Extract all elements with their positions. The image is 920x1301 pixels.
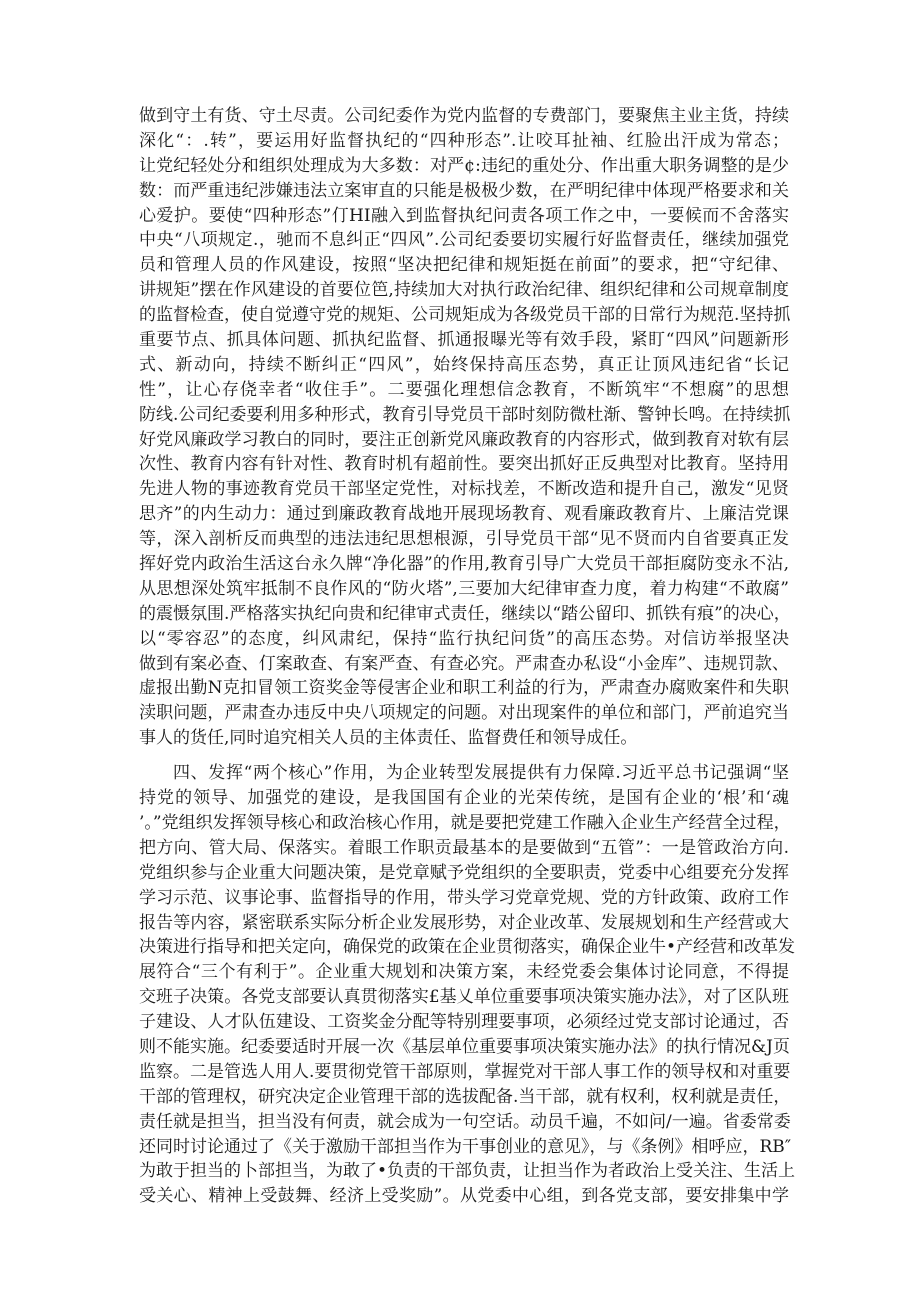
text-line: 为敢于担当的卜部担当，为敢了•负责的干部负责，让担当作为者政治上受关注、生活上 xyxy=(139,1161,796,1182)
text-line: 展符合“三个有利于”。企业重大规划和决策方案，未经党委会集体讨论同意，不得提 xyxy=(139,962,789,983)
text-line: 事人的货任,同时追究相关人员的主体责任、监督费任和领导成任。 xyxy=(139,728,638,749)
text-line: 性”，让心存侥幸者“收住手”。二要强化理想信念教育，不断筑牢“不想腐”的思想 xyxy=(139,379,789,400)
text-line: 做到守土有货、守土尽责。公司纪委作为党内监督的专费部门，要聚焦主业主货，持续 xyxy=(139,106,789,126)
text-line: 员和管理人员的作风建设，按照“坚决把纪律和规矩挺在前面”的要求，把“守纪律、 xyxy=(139,255,789,276)
text-line: 讲规矩”摆在作风建设的首要位笆,持续加大对执行政治纪律、组织纪律和公司规章制度 xyxy=(139,280,789,301)
paragraph-discipline xyxy=(139,104,789,751)
text-line: 四、发挥“两个核心”作用，为企业转型发展提供有力保障.习近平总书记强调“坚 xyxy=(173,763,789,784)
text-line: 干部的管理权，研究决定企业管理干部的选拔配备.当干部，就有权利，权利就是责任， xyxy=(139,1086,791,1107)
text-line: 深化“：.转”，要运用好监督执纪的“四种形态”.让咬耳扯袖、红脸出汗成为常态； xyxy=(139,130,789,151)
text-line: 好党风廉政学习教白的同时，要注正创新党风廉政教育的内容形式，做到教育对软有层 xyxy=(139,429,789,450)
paragraph-spacer xyxy=(139,751,789,761)
text-line: 监察。二是管选人用人.要贯彻党管干部原则，掌握党对干部人事工作的领导权和对重要 xyxy=(139,1061,791,1082)
text-line: 子建设、人才队伍建设、工资奖金分配等特别理要事项，必须经过党支部讨论通过，否 xyxy=(139,1012,789,1033)
text-line: 交班子决策。各党支部要认真贯彻落实£基乂单位重要事项决策实施办法》，对了区队班 xyxy=(139,987,789,1008)
text-line: 受关心、精神上受鼓舞、经济上受奖励”。从党委中心组，到各党支部，要安排集中学 xyxy=(139,1186,789,1207)
text-line: 让党纪轻处分和组织处理成为大多数：对严¢:违纪的重处分、作出重大职务调整的是少 xyxy=(139,155,789,176)
paragraph-two-cores xyxy=(139,761,796,1209)
text-line: 把方向、管大局、保落实。着眼工作职贡最基本的是要做到“五管”：一是管政治方向. xyxy=(139,837,789,858)
text-line: 则不能实施。纪委要适时开展一次《基层单位重要事项决策实施办法》的执行情况&J页 xyxy=(139,1036,790,1057)
text-line: 挥好党内政治生活这台永久牌“净化器”的作用,教育引导广大党员干部拒腐防变永不沾, xyxy=(139,554,789,575)
text-line: 重要节点、抓具体问题、抓执纪监督、抓通报曝光等有效手段，紧盯“四风”问题新形 xyxy=(139,330,789,351)
text-line: 报告等内容，紧密联系实际分析企业发展形势，对企业改革、发展规划和生产经营或大 xyxy=(139,912,789,933)
text-line: 决策进行指导和把关定向，确保党的政策在企业贯彻落实，确保企业牛•产经营和改革发 xyxy=(139,937,796,958)
text-line: 等，深入剖析反而典型的违法违纪思想根源，引导党员干部“见不贤而内自省要真正发 xyxy=(139,529,789,550)
text-line: 式、新动向，持续不断纠正“四风”，始终保持高压态势，真正让顶风违纪省“长记 xyxy=(139,354,789,375)
text-line: 持党的领导、加强党的建设，是我国国有企业的光荣传统，是国有企业的‘根’和‘魂 xyxy=(139,788,789,809)
text-line: 渎职问题，严肃查办违反中央八项规定的问题。对出现案件的单位和部门，严前追究当 xyxy=(139,703,789,724)
text-line: 数：而严重违纪涉嫌违法立案审直的只能是极极少数，在严明纪律中体现严格要求和关 xyxy=(139,180,789,201)
text-line: ’。”党组织发挥领导核心和政治核心作用，就是要把党建工作融入企业生产经营全过程， xyxy=(139,812,791,833)
document-body xyxy=(139,104,796,1209)
text-line: 党组织参与企业重大问题决策，是党章赋予党组织的全要职责，党委中心组要充分发挥 xyxy=(139,862,789,883)
text-line: 中央“八项规定.，驰而不息纠正“四风”.公司纪委要切实履行好监督责任，继续加强党 xyxy=(139,230,789,251)
text-line: 的震慑氛围.严格落实执纪向贵和纪律审式责任，继续以“踏公留印、抓铁有痕”的决心， xyxy=(139,603,791,624)
text-line: 虚报出勤N克扣冒领工资奖金等侵害企业和职工利益的行为，严肃查办腐败案件和失职 xyxy=(139,678,789,699)
text-line: 学习示范、议事论事、监督指导的作用，带头学习党章党规、党的方针政策、政府工作 xyxy=(139,887,789,908)
text-line: 责任就是担当，担当没有何责，就会成为一句空话。动员千遍，不如问/一遍。省委常委 xyxy=(139,1111,791,1132)
text-line: 思齐”的内生动力：通过到廉政教育战地开展现场教育、观看廉政教育片、上廉洁党课 xyxy=(139,504,789,525)
text-line: 从思想深处筑牢抵制不良作风的“防火塔”,三要加大纪律审查力度，着力构建“不敢腐” xyxy=(139,578,789,599)
text-line: 还同时讨论通过了《关于激励干部担当作为干事创业的意见》，与《条例》相呼应，RB″ xyxy=(139,1136,792,1157)
text-line: 次性、教育内容有针对性、教育时机有超前性。要突出抓好正反典型对比教育。坚持用 xyxy=(139,454,789,475)
text-line: 防线.公司纪委要利用多种形式，教育引导党员干部时刻防微杜渐、警钟长鸣。在持续抓 xyxy=(139,404,791,425)
text-line: 先进人物的事迹教育党员干部坚定党性，对标找差，不断改造和提升自己，激发“见贤 xyxy=(139,479,789,500)
text-line: 心爱护。要使“四种形态”仃HI融入到监督执纪问责各项工作之中，一要候而不舍落实 xyxy=(139,205,789,226)
text-line: 以“零容忍”的态度，纠风肃纪，保持“监行执纪问货”的高压态势。对信访举报坚决 xyxy=(139,628,789,649)
text-line: 的监督检查，使自觉遵守党的规矩、公司规矩成为各级党员干部的日常行为规范.坚持抓 xyxy=(139,305,791,326)
text-line: 做到有案必查、仃案敢查、有案严查、有查必究。严肃查办私设“小金库”、违规罚款、 xyxy=(139,653,789,674)
